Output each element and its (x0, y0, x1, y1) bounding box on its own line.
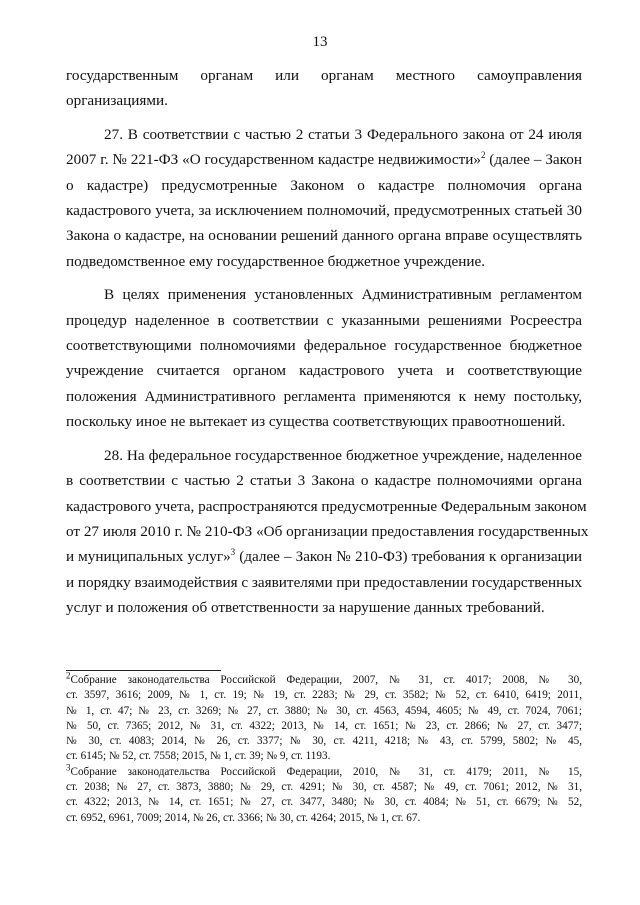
footnotes (66, 670, 582, 826)
footnote-line: ст. 2038; № 27, ст. 3873, 3880; № 29, ст. 4291; № 30, ст. 4587; № 49, ст. 7061; 2012, № 31, (66, 781, 582, 794)
footnote-line (66, 762, 582, 780)
footnote-ref-3[interactable]: 3 (230, 547, 236, 558)
body-text (66, 63, 589, 629)
footnote-line (66, 670, 582, 688)
paragraph-27 (66, 122, 582, 274)
paragraph-1 (66, 63, 582, 114)
text-fragment: 2007 г. № 221-ФЗ «О государственном кадастре недвижимости» (66, 151, 481, 169)
text-line: положения Административного регламента применяются к нему постольку, (66, 387, 582, 405)
footnote-line: ст. 6145; № 52, ст. 7558; 2015, № 1, ст. 39; № 9, ст. 1193. (66, 750, 331, 763)
text-line: 28. На федеральное государственное бюджетное учреждение, наделенное (104, 446, 582, 464)
footnote-line: ст. 4322; 2013, № 14, ст. 1651; № 27, ст. 3477, 3480; № 30, ст. 4084; № 51, ст. 6679; № 52, (66, 796, 582, 809)
text-fragment: Собрание законодательства Российской Федерации, 2007, № 31, ст. 4017; 2008, № 30, (70, 674, 582, 686)
text-line: подведомственное ему государственное бюджетное учреждение. (66, 252, 486, 270)
text-line: Закона о кадастре, на основании решений данного органа вправе осуществлять (66, 227, 582, 245)
text-line: государственным органам или органам местного самоуправления (66, 67, 582, 84)
paragraph-28 (66, 443, 589, 621)
footnote-3 (66, 762, 582, 826)
text-fragment: Собрание законодательства Российской Федерации, 2010, № 31, ст. 4179; 2011, № 15, (70, 765, 582, 778)
text-line: услуг и положения об ответственности за нарушение данных требований. (66, 599, 545, 617)
footnote-line: № 50, ст. 7365; 2012, № 31, ст. 4322; 2013, № 14, ст. 1651; № 23, ст. 2866; № 27, ст. 3477; (66, 719, 582, 732)
text-fragment: и муниципальных услуг» (66, 548, 231, 566)
text-line: 27. В соответствии с частью 2 статьи 3 Федерального закона от 24 июля (104, 125, 582, 143)
footnote-line: ст. 3597, 3616; 2009, № 1, ст. 19; № 19, ст. 2283; № 29, ст. 3582; № 52, ст. 6410, 6419; 2011, (66, 689, 582, 702)
text-line: соответствующими полномочиями федеральное государственное бюджетное (66, 337, 582, 355)
text-line (66, 147, 582, 172)
text-line: от 27 июля 2010 г. № 210-ФЗ «Об организации предоставления государственных (66, 522, 589, 540)
text-fragment: (далее – Закон № 210-ФЗ) требования к организации (239, 548, 582, 566)
text-fragment: (далее – Закон (489, 151, 583, 169)
text-line: о кадастре) предусмотренные Законом о кадастре полномочия органа (66, 176, 582, 194)
footnote-line: ст. 6952, 6961, 7009; 2014, № 26, ст. 3366; № 30, ст. 4264; 2015, № 1, ст. 67. (66, 811, 421, 824)
footnote-ref-2[interactable]: 2 (480, 150, 486, 161)
text-line: учреждение считается органом кадастрового учета и соответствующие (66, 362, 582, 380)
text-line: в соответствии с частью 2 статьи 3 Закона о кадастре полномочиями органа (66, 472, 582, 490)
text-line: поскольку иное не вытекает из существа соответствующих правоотношений. (66, 413, 566, 431)
text-line: процедур наделенное в соответствии с указанными решениями Росреестра (66, 311, 582, 329)
page-number: 13 (312, 34, 328, 50)
footnote-divider (66, 670, 221, 671)
footnote-line: № 1, ст. 47; № 23, ст. 3269; № 27, ст. 3880; № 30, ст. 4563, 4594, 4605; № 49, ст. 7024, 7061; (66, 704, 582, 717)
footnote-line: № 30, ст. 4083; 2014, № 26, ст. 3377; № 30, ст. 4211, 4218; № 43, ст. 5799, 5802; № 45, (66, 735, 582, 748)
footnote-mark: 3 (66, 762, 71, 773)
text-line: кадастрового учета, за исключением полномочий, предусмотренных статьей 30 (66, 202, 582, 220)
text-line (66, 544, 582, 569)
text-line: организациями. (66, 92, 168, 110)
text-line: В целях применения установленных Административным регламентом (104, 286, 582, 304)
footnote-2 (66, 670, 582, 765)
paragraph-purpose (66, 282, 582, 434)
footnote-mark: 2 (66, 670, 71, 681)
text-line: кадастрового учета, распространяются предусмотренные Федеральным законом (66, 497, 587, 515)
text-line: и порядку взаимодействия с заявителями при предоставлении государственных (66, 573, 583, 591)
